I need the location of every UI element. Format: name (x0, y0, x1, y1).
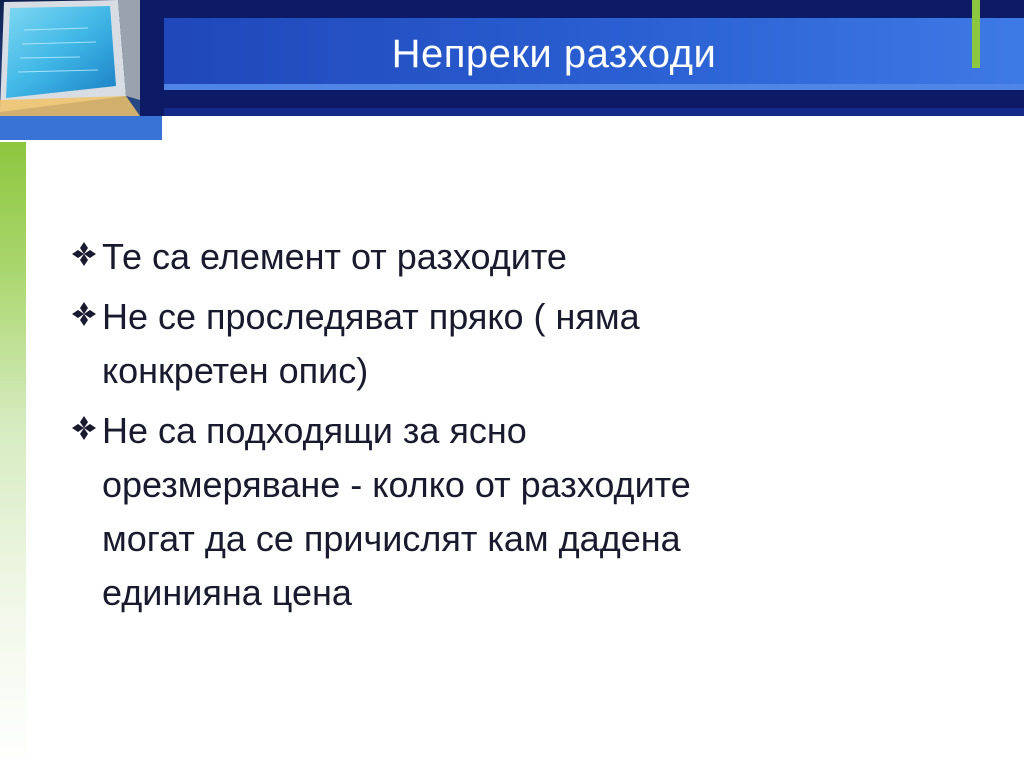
header-green-accent (972, 0, 980, 68)
title-area (164, 18, 944, 90)
monitor-photo-icon (0, 0, 140, 116)
slide-title: Непреки разходи (391, 32, 717, 76)
photo-frame-bar (0, 116, 162, 140)
bullet-text: Не са подходящи за ясно орезмеряване - колко от разходите могат да се причислят кам дадена единияна цена (102, 410, 691, 613)
four-diamond-bullet-icon (68, 404, 102, 458)
header-stripe-thin (140, 108, 1024, 116)
bullet-item (68, 230, 968, 284)
bullet-list (68, 230, 968, 626)
four-diamond-bullet-icon (68, 290, 102, 344)
header-left-divider (140, 0, 164, 116)
monitor-photo (0, 0, 140, 116)
bullet-item (68, 404, 968, 620)
left-green-bar (0, 142, 26, 768)
header-stripe-dark (140, 90, 1024, 108)
bullet-text: Не се проследяват пряко ( няма конкретен опис) (102, 296, 640, 391)
bullet-text: Те са елемент от разходите (102, 236, 567, 277)
bullet-item (68, 290, 968, 398)
four-diamond-bullet-icon (68, 230, 102, 284)
